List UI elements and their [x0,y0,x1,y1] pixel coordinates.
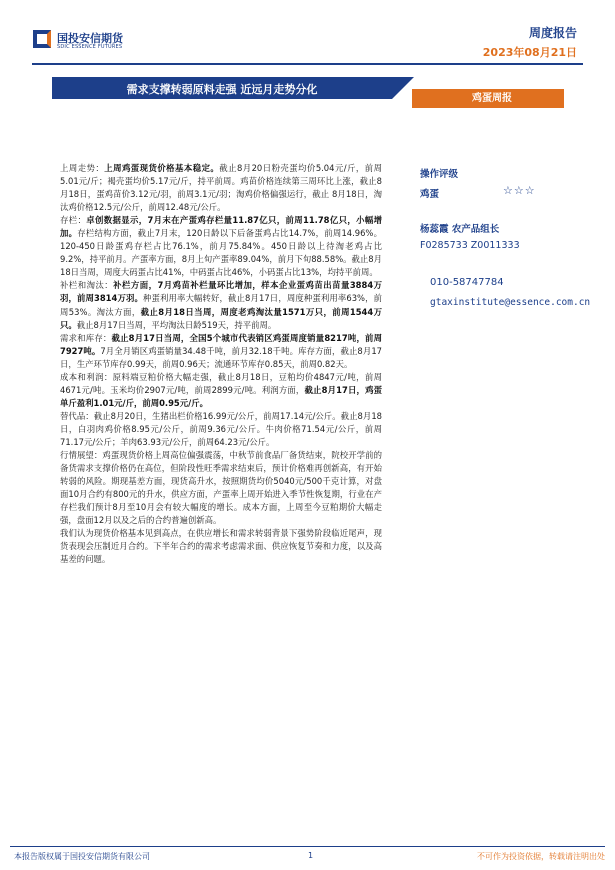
report-body [60,162,382,566]
contact-phone: 010-58747784 [430,277,504,288]
paragraph-text: 种蛋利用率大幅转好，截止8月17日，周度种蛋利用率63%，前周53%。淘汰方面， [60,293,382,317]
paragraph-label: 行情展望： [60,450,103,461]
paragraph-label: 需求和库存： [60,332,112,343]
header-divider [32,63,583,65]
paragraph-text: 存栏结构方面，截止7月末，120日龄以下后备蛋鸡占比14.7%，前周14.96%。120-450日龄蛋鸡存栏占比76.1%，前月75.84%。450日龄以上待淘老鸡占比9.2%，持平前月。产蛋率方面，8月上旬产蛋率89.04%，前月下旬88.58%。截止8月18日当周，周度大码蛋占比41%，中码蛋占比46%，小码蛋占比13%，均持平前周。 [60,228,382,278]
category-badge: 鸡蛋周报 [412,89,564,108]
paragraph-outlook [60,449,382,527]
rating-item: 鸡蛋 [420,189,440,200]
report-type: 周度报告 [528,26,577,40]
paragraph-text: 我们认为现货价格基本见到高点，在供应增长和需求转弱背景下强势阶段临近尾声，现货表现会压制近月合约。下半年合约的需求考虑需求面、供应恢复节奏和力度，以及高基差的问题。 [60,528,382,565]
paragraph-label: 补栏和淘汰： [60,280,114,291]
title-banner [52,77,392,99]
paragraph-conclusion [60,527,382,566]
logo-mark-icon [33,30,51,48]
paragraph-text: 截止8月20日，生猪出栏价格16.99元/公斤，前周17.14元/公斤。截止8月18日，白羽肉鸡价格8.95元/公斤，前周9.36元/公斤。牛肉价格71.54元/公斤，前周71.17元/公斤；羊肉63.93元/公斤，前周64.23元/公斤。 [60,410,383,447]
paragraph-label: 成本和利润： [60,371,113,382]
paragraph-text: 原料端豆粕价格大幅走强，截止8月18日，豆粕均价4847元/吨，前周4671元/吨。玉米均价2907元/吨，前周2899元/吨。利润方面， [60,371,383,395]
paragraph-highlight: 截止8月17日，鸡蛋单斤盈利1.01元/斤，前周0.95元/斤。 [60,384,382,408]
paragraph-text: 截止8月17日当周，平均淘汰日龄519天，持平前周。 [76,319,277,330]
logo-text-cn: 国投安信期货 [57,32,123,45]
paragraph-highlight: 补栏方面，7月鸡苗补栏量环比增加，样本企业蛋鸡苗出苗量3884万羽，前周3814万羽。 [60,280,383,304]
paragraph-label: 替代品： [60,410,94,421]
paragraph-highlight: 卓创数据显示，7月末在产蛋鸡存栏量11.87亿只，前周11.78亿只，小幅增加。 [60,215,383,239]
logo-text-en: SDIC ESSENCE FUTURES [57,44,123,50]
paragraph-inventory [60,214,382,279]
paragraph-restock [60,279,382,331]
report-title: 需求支撑转弱原料走强 近远月走势分化 [126,83,318,96]
company-logo [33,30,173,60]
paragraph-text: 鸡蛋现货价格上周高位偏强震荡，中秋节前食品厂备货结束，院校开学前的备货需求支撑价格仍在高位，但阶段性旺季需求结束后，预计价格难再创新高，有开始转弱的风险。期现基差方面，现货高升水，按照期货均价5040元/500千克计算，对盘面10月合约有800元的升水，供应方面，产蛋率上周开始进入季节性恢复期，行业在产存栏我们预计8月至10月会有较大幅度的增长。成本方面，上周至今豆粕期价大幅走强，盘面12月以及之后的合约普遍创新高。 [60,450,383,526]
paragraph-substitutes [60,410,382,449]
banner-tail [392,77,414,99]
paragraph-text: 截止8月20日粉壳蛋均价5.04元/斤，前周5.01元/斤；褐壳蛋均价5.17元/斤，持平前周。鸡苗价格连续第三周环比上涨，截止8月18日，蛋鸡苗价3.12元/羽，前周3.1元/羽；淘鸡价格偏强运行，截止 8月18日，淘汰鸡价格12.5元/公斤，前周12.48元/公斤。 [60,163,382,213]
paragraph-last-week [60,162,382,214]
paragraph-demand [60,332,382,371]
paragraph-label: 上周走势： [60,163,105,173]
report-date: 2023年08月21日 [482,46,577,59]
paragraph-cost [60,371,382,410]
analyst-name: 杨蕊霞 农产品组长 [420,224,500,235]
page-number: 1 [308,851,314,860]
rating-stars-icon: ☆☆☆ [503,184,536,197]
paragraph-highlight: 截止8月17日当周，全国5个城市代表销区鸡蛋周度销量8217吨，前周 7927吨。 [60,332,382,356]
footer-disclaimer: 不可作为投资依据，转载请注明出处 [477,852,605,861]
footer-copyright: 本报告版权属于国投安信期货有限公司 [14,852,150,861]
paragraph-text: 7月全月销区鸡蛋销量34.48千吨，前月32.18千吨。库存方面，截止8月17日，生产环节库存0.99天，前周0.96天；流通环节库存0.85天，前周0.82天。 [60,345,383,369]
footer-divider [10,846,605,847]
analyst-cert: F0285733 Z0011333 [420,240,520,251]
paragraph-label: 存栏： [60,215,87,226]
rating-label: 操作评级 [420,169,459,180]
contact-email[interactable]: gtaxinstitute@essence.com.cn [430,297,591,308]
paragraph-highlight: 截止8月18日当周，周度老鸡淘汰量1571万只，前周1544万只。 [60,306,382,330]
paragraph-highlight: 上周鸡蛋现货价格基本稳定。 [104,163,220,173]
